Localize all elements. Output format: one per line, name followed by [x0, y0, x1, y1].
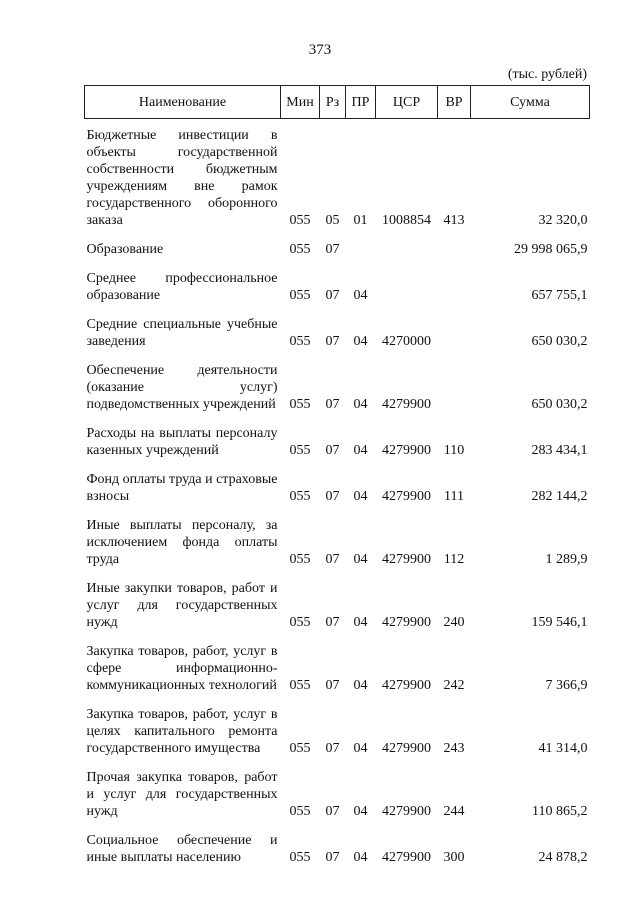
row-name: Фонд оплаты труда и страховые взносы	[86, 472, 278, 504]
row-name: Средние специальные учебные заведения	[86, 317, 278, 349]
row-pr: 04	[353, 804, 368, 819]
table-header	[85, 86, 590, 119]
row-pr: 04	[353, 552, 368, 567]
row-sum: 7 366,9	[545, 678, 588, 693]
row-rz: 07	[325, 552, 340, 567]
row-pr: 04	[353, 288, 368, 303]
row-pr: 04	[353, 615, 368, 630]
row-csr: 1008854	[382, 213, 431, 228]
header-vr: ВР	[438, 86, 471, 119]
page-number: 373	[308, 42, 332, 58]
header-row	[85, 86, 590, 119]
row-sum: 29 998 065,9	[514, 242, 588, 257]
units-label: (тыс. рублей)	[507, 67, 587, 82]
table-row	[85, 832, 590, 878]
row-min: 055	[289, 741, 311, 756]
row-name: Закупка товаров, работ, услуг в целях капитального ремонта государственного имущества	[86, 707, 278, 756]
table-row	[85, 270, 590, 316]
row-csr: 4279900	[382, 741, 431, 756]
table-row	[85, 643, 590, 706]
row-rz: 07	[325, 615, 340, 630]
row-vr: 243	[443, 741, 465, 756]
header-csr: ЦСР	[376, 86, 438, 119]
row-min: 055	[289, 678, 311, 693]
row-sum: 657 755,1	[531, 288, 588, 303]
row-min: 055	[289, 288, 311, 303]
row-sum: 41 314,0	[538, 741, 588, 756]
row-pr: 04	[353, 443, 368, 458]
row-vr: 240	[443, 615, 465, 630]
row-min: 055	[289, 242, 311, 257]
row-min: 055	[289, 213, 311, 228]
row-rz: 07	[325, 288, 340, 303]
row-vr: 300	[443, 850, 465, 865]
row-csr: 4279900	[382, 443, 431, 458]
row-sum: 650 030,2	[531, 334, 588, 349]
table-row	[85, 580, 590, 643]
row-rz: 07	[325, 242, 340, 257]
row-min: 055	[289, 804, 311, 819]
row-name: Обеспечение деятельности (оказание услуг) подведомственных учреждений	[86, 363, 278, 412]
row-csr: 4279900	[382, 850, 431, 865]
table-row	[85, 769, 590, 832]
row-min: 055	[289, 334, 311, 349]
budget-table	[84, 85, 590, 878]
row-pr: 04	[353, 334, 368, 349]
header-pr: ПР	[346, 86, 376, 119]
row-csr: 4279900	[382, 804, 431, 819]
row-min: 055	[289, 489, 311, 504]
row-vr	[438, 316, 471, 362]
row-sum: 283 434,1	[531, 443, 588, 458]
row-min: 055	[289, 850, 311, 865]
row-csr: 4279900	[382, 552, 431, 567]
row-csr: 4279900	[382, 489, 431, 504]
row-rz: 07	[325, 443, 340, 458]
row-pr	[346, 241, 376, 270]
row-rz: 05	[325, 213, 340, 228]
row-sum: 650 030,2	[531, 397, 588, 412]
table-row	[85, 362, 590, 425]
row-sum: 282 144,2	[531, 489, 588, 504]
row-vr	[438, 241, 471, 270]
header-name: Наименование	[85, 86, 281, 119]
table-body	[85, 119, 590, 879]
row-vr	[438, 270, 471, 316]
row-name: Социальное обеспечение и иные выплаты населению	[86, 833, 278, 865]
header-sum: Сумма	[471, 86, 590, 119]
table-row	[85, 241, 590, 270]
row-name: Бюджетные инвестиции в объекты государственной собственности бюджетным учреждениям вне рамок государственного оборонного заказа	[86, 128, 278, 228]
row-name: Образование	[86, 242, 164, 257]
row-name: Иные закупки товаров, работ и услуг для государственных нужд	[86, 581, 278, 630]
table-row	[85, 119, 590, 242]
row-vr	[438, 362, 471, 425]
row-name: Расходы на выплаты персоналу казенных учреждений	[86, 426, 278, 458]
row-pr: 04	[353, 489, 368, 504]
row-min: 055	[289, 552, 311, 567]
row-min: 055	[289, 443, 311, 458]
header-min: Мин	[281, 86, 320, 119]
row-pr: 01	[353, 213, 368, 228]
row-sum: 159 546,1	[531, 615, 588, 630]
row-sum: 110 865,2	[532, 804, 588, 819]
table-row	[85, 471, 590, 517]
row-name: Среднее профессиональное образование	[86, 271, 278, 303]
header-rz: Рз	[320, 86, 346, 119]
row-csr	[376, 241, 438, 270]
row-csr: 4279900	[382, 615, 431, 630]
row-vr: 413	[443, 213, 465, 228]
row-min: 055	[289, 615, 311, 630]
row-pr: 04	[353, 678, 368, 693]
row-name: Прочая закупка товаров, работ и услуг для государственных нужд	[86, 770, 278, 819]
row-rz: 07	[325, 489, 340, 504]
row-min: 055	[289, 397, 311, 412]
row-sum: 1 289,9	[545, 552, 588, 567]
row-name: Закупка товаров, работ, услуг в сфере информационно-коммуникационных технологий	[86, 644, 278, 693]
row-pr: 04	[353, 397, 368, 412]
row-csr: 4270000	[382, 334, 431, 349]
row-rz: 07	[325, 397, 340, 412]
row-pr: 04	[353, 741, 368, 756]
table-row	[85, 706, 590, 769]
row-csr: 4279900	[382, 678, 431, 693]
row-vr: 110	[443, 443, 465, 458]
row-rz: 07	[325, 804, 340, 819]
row-vr: 242	[443, 678, 465, 693]
row-rz: 07	[325, 334, 340, 349]
row-sum: 24 878,2	[538, 850, 588, 865]
row-rz: 07	[325, 678, 340, 693]
row-vr: 244	[443, 804, 465, 819]
row-rz: 07	[325, 850, 340, 865]
row-pr: 04	[353, 850, 368, 865]
table-row	[85, 517, 590, 580]
row-csr: 4279900	[382, 397, 431, 412]
row-name: Иные выплаты персоналу, за исключением фонда оплаты труда	[86, 518, 278, 567]
table-row	[85, 425, 590, 471]
table-row	[85, 316, 590, 362]
row-csr	[376, 270, 438, 316]
row-vr: 112	[443, 552, 465, 567]
row-sum: 32 320,0	[538, 213, 588, 228]
row-vr: 111	[444, 489, 464, 504]
row-rz: 07	[325, 741, 340, 756]
